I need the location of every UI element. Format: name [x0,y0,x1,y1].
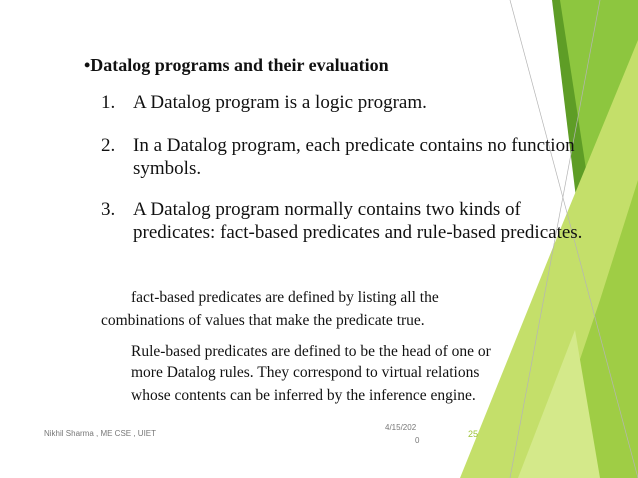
list-item-text: In a Datalog program, each predicate contains no function symbols. [133,135,575,179]
rule-based-line-1: Rule-based predicates are defined to be the head of one or [131,343,491,360]
footer-date-line-1: 4/15/202 [385,423,417,432]
list-item-number: 1. [101,92,116,113]
list-item-text: A Datalog program is a logic program. [133,92,427,113]
slide-heading: •Datalog programs and their evaluation [84,55,389,75]
rule-based-line-3: whose contents can be inferred by the inference engine. [131,387,476,404]
rule-based-line-2: more Datalog rules. They correspond to virtual relations [131,364,480,381]
list-item-number: 3. [101,199,116,220]
list-item-number: 2. [101,135,116,156]
fact-based-line-1: fact-based predicates are defined by listing all the [131,289,439,306]
footer-date-line-2: 0 [415,436,420,445]
fact-based-line-2: combinations of values that make the predicate true. [101,312,425,329]
list-item-text: A Datalog program normally contains two kinds of predicates: fact-based predicates and rule-based predicates. [133,199,583,243]
page-number: 25 [468,429,479,439]
footer-author: Nikhil Sharma , ME CSE , UIET [44,429,157,438]
